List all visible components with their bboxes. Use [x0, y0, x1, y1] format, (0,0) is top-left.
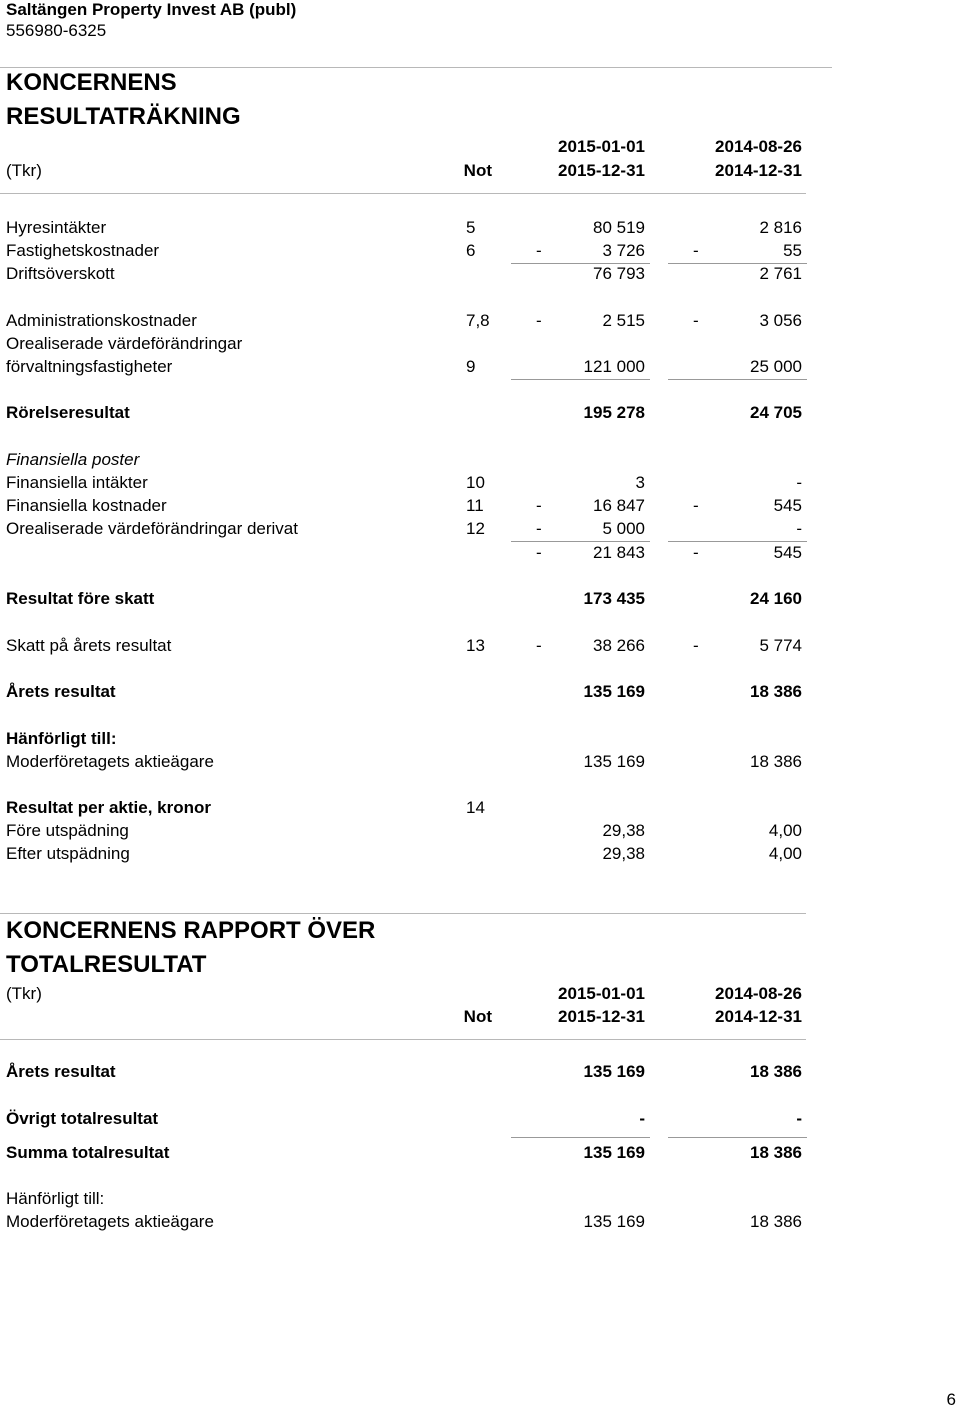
row-label: Skatt på årets resultat	[6, 636, 172, 655]
row-label: Administrationskostnader	[6, 311, 197, 330]
row-label: Hänförligt till:	[6, 1189, 105, 1208]
row-resultat-per-aktie	[0, 797, 960, 819]
row-orealiserade-label	[0, 333, 960, 355]
row-value-2014: 5 774	[759, 636, 802, 655]
row-label: Driftsöverskott	[6, 264, 115, 283]
minus-sign-2015: -	[536, 519, 542, 538]
comprehensive-header-divider	[0, 1039, 806, 1040]
row-value-2014: 4,00	[768, 821, 802, 840]
income-statement-title-line2: RESULTATRÄKNING	[6, 103, 241, 130]
row-label: Efter utspädning	[6, 844, 130, 863]
minus-sign-2015: -	[536, 636, 542, 655]
row-note: 6	[466, 241, 476, 260]
row-finansiella-intakter	[0, 472, 960, 494]
row-note: 12	[466, 519, 485, 538]
comprehensive-title-line2: TOTALRESULTAT	[6, 951, 207, 978]
row-value-2014: 25 000	[750, 357, 802, 376]
subtotal-rule	[511, 1137, 650, 1138]
comprehensive-column-header-to	[0, 1006, 960, 1028]
row-value-2014: 2 761	[759, 264, 802, 283]
row-value-2014: 3 056	[759, 311, 802, 330]
row-label: Finansiella kostnader	[6, 496, 167, 515]
row-value-2014: 18 386	[750, 1143, 802, 1162]
income-column-header-to	[0, 160, 960, 182]
row-label: Hyresintäkter	[6, 218, 107, 237]
row-label: Hänförligt till:	[6, 729, 117, 748]
row-value-2014: 545	[773, 543, 802, 562]
row-value-2014: 18 386	[750, 682, 802, 701]
minus-sign-2014: -	[693, 543, 699, 562]
page-number: 6	[946, 1390, 956, 1409]
row-value-2014: 18 386	[750, 1062, 802, 1081]
row-hanforligt	[0, 728, 960, 750]
row-label: Resultat per aktie, kronor	[6, 798, 212, 817]
income-statement-title-line1: KONCERNENS	[6, 69, 177, 96]
row-fore-utspadning	[0, 820, 960, 842]
col2-to-date: 2014-12-31	[715, 161, 802, 180]
row-label: Finansiella intäkter	[6, 473, 148, 492]
row-note: 7,8	[466, 311, 490, 330]
row-note: 13	[466, 636, 485, 655]
minus-sign-2014: -	[693, 311, 699, 330]
row-value-2015: 3	[635, 473, 645, 492]
org-number: 556980-6325	[6, 21, 107, 40]
row-rorelseresultat	[0, 402, 960, 424]
row-value-2014: 55	[783, 241, 802, 260]
row-label: Årets resultat	[6, 682, 116, 701]
row-label: förvaltningsfastigheter	[6, 357, 173, 376]
row-value-2015: 173 435	[583, 589, 645, 608]
row-value-2014: 24 705	[750, 403, 802, 422]
row-forvaltningsfastigheter	[0, 356, 960, 378]
minus-sign-2014: -	[693, 496, 699, 515]
row-label: Före utspädning	[6, 821, 129, 840]
row-orealiserade-derivat	[0, 518, 960, 540]
minus-sign-2015: -	[536, 496, 542, 515]
not-header: Not	[463, 161, 492, 180]
minus-sign-2015: -	[536, 311, 542, 330]
row-resultat-fore-skatt	[0, 588, 960, 610]
row-label: Finansiella poster	[6, 450, 140, 469]
row-hyresintakter	[0, 217, 960, 239]
row-note: 10	[466, 473, 485, 492]
row-value-2015: 195 278	[583, 403, 645, 422]
col1-from-date: 2015-01-01	[558, 984, 645, 1003]
row-value-2015: 76 793	[593, 264, 645, 283]
row-label: Rörelseresultat	[6, 403, 130, 422]
unit-label: (Tkr)	[6, 984, 42, 1003]
row-label: Årets resultat	[6, 1062, 116, 1081]
subtotal-rule	[668, 1137, 807, 1138]
row-finansiella-poster	[0, 449, 960, 471]
row-value-2015: 21 843	[593, 543, 645, 562]
row-fastighetskostnader	[0, 240, 960, 262]
row-arets-resultat-total	[0, 1061, 960, 1083]
row-efter-utspadning	[0, 843, 960, 865]
row-note: 9	[466, 357, 476, 376]
minus-sign-2014: -	[693, 636, 699, 655]
subtotal-rule	[511, 379, 650, 380]
row-value-2015: 5 000	[602, 519, 645, 538]
row-value-2015: 135 169	[583, 1212, 645, 1231]
row-value-2014: -	[796, 473, 802, 492]
row-note: 11	[466, 496, 484, 515]
row-label: Orealiserade värdeförändringar	[6, 334, 243, 353]
row-value-2014: 2 816	[759, 218, 802, 237]
row-value-2014: -	[796, 519, 802, 538]
row-hanforligt-total	[0, 1188, 960, 1210]
row-value-2015: 121 000	[583, 357, 645, 376]
row-summa-totalresultat	[0, 1142, 960, 1164]
unit-label: (Tkr)	[6, 161, 42, 180]
row-moderforetagets-total	[0, 1211, 960, 1233]
row-value-2015: -	[639, 1109, 645, 1128]
col2-from-date: 2014-08-26	[715, 984, 802, 1003]
row-label: Övrigt totalresultat	[6, 1109, 159, 1128]
row-administrationskostnader	[0, 310, 960, 332]
company-name: Saltängen Property Invest AB (publ)	[6, 0, 297, 19]
row-label: Fastighetskostnader	[6, 241, 160, 260]
col1-to-date: 2015-12-31	[558, 1007, 645, 1026]
row-skatt	[0, 635, 960, 657]
row-note: 14	[466, 798, 485, 817]
row-value-2014: 24 160	[750, 589, 802, 608]
comprehensive-column-header-from	[0, 983, 960, 1005]
row-driftsoverskott	[0, 263, 960, 285]
row-note: 5	[466, 218, 476, 237]
minus-sign-2015: -	[536, 241, 542, 260]
row-moderforetagets	[0, 751, 960, 773]
comprehensive-title-line1: KONCERNENS RAPPORT ÖVER	[6, 917, 376, 944]
row-value-2015: 135 169	[583, 1143, 645, 1162]
row-value-2015: 29,38	[602, 844, 645, 863]
col2-to-date: 2014-12-31	[715, 1007, 802, 1026]
row-finansiella-summa	[0, 542, 960, 564]
row-arets-resultat	[0, 681, 960, 703]
row-value-2015: 38 266	[593, 636, 645, 655]
row-label: Summa totalresultat	[6, 1143, 170, 1162]
row-value-2015: 80 519	[593, 218, 645, 237]
subtotal-rule	[668, 379, 807, 380]
row-ovrigt-totalresultat	[0, 1108, 960, 1130]
row-label: Resultat före skatt	[6, 589, 155, 608]
row-value-2014: 18 386	[750, 1212, 802, 1231]
row-label: Moderföretagets aktieägare	[6, 1212, 214, 1231]
row-value-2015: 16 847	[593, 496, 645, 515]
row-value-2014: 18 386	[750, 752, 802, 771]
row-value-2014: 545	[773, 496, 802, 515]
row-value-2015: 29,38	[602, 821, 645, 840]
col1-to-date: 2015-12-31	[558, 161, 645, 180]
col2-from-date: 2014-08-26	[715, 137, 802, 156]
row-value-2015: 135 169	[583, 752, 645, 771]
income-column-header-from	[0, 136, 960, 158]
row-label: Orealiserade värdeförändringar derivat	[6, 519, 298, 538]
row-value-2015: 135 169	[583, 682, 645, 701]
income-header-divider	[0, 193, 806, 194]
minus-sign-2015: -	[536, 543, 542, 562]
not-header: Not	[463, 1007, 492, 1026]
row-label: Moderföretagets aktieägare	[6, 752, 214, 771]
row-value-2015: 2 515	[602, 311, 645, 330]
row-value-2015: 135 169	[583, 1062, 645, 1081]
row-finansiella-kostnader	[0, 495, 960, 517]
row-value-2015: 3 726	[602, 241, 645, 260]
minus-sign-2014: -	[693, 241, 699, 260]
row-value-2014: 4,00	[768, 844, 802, 863]
col1-from-date: 2015-01-01	[558, 137, 645, 156]
row-value-2014: -	[796, 1109, 802, 1128]
